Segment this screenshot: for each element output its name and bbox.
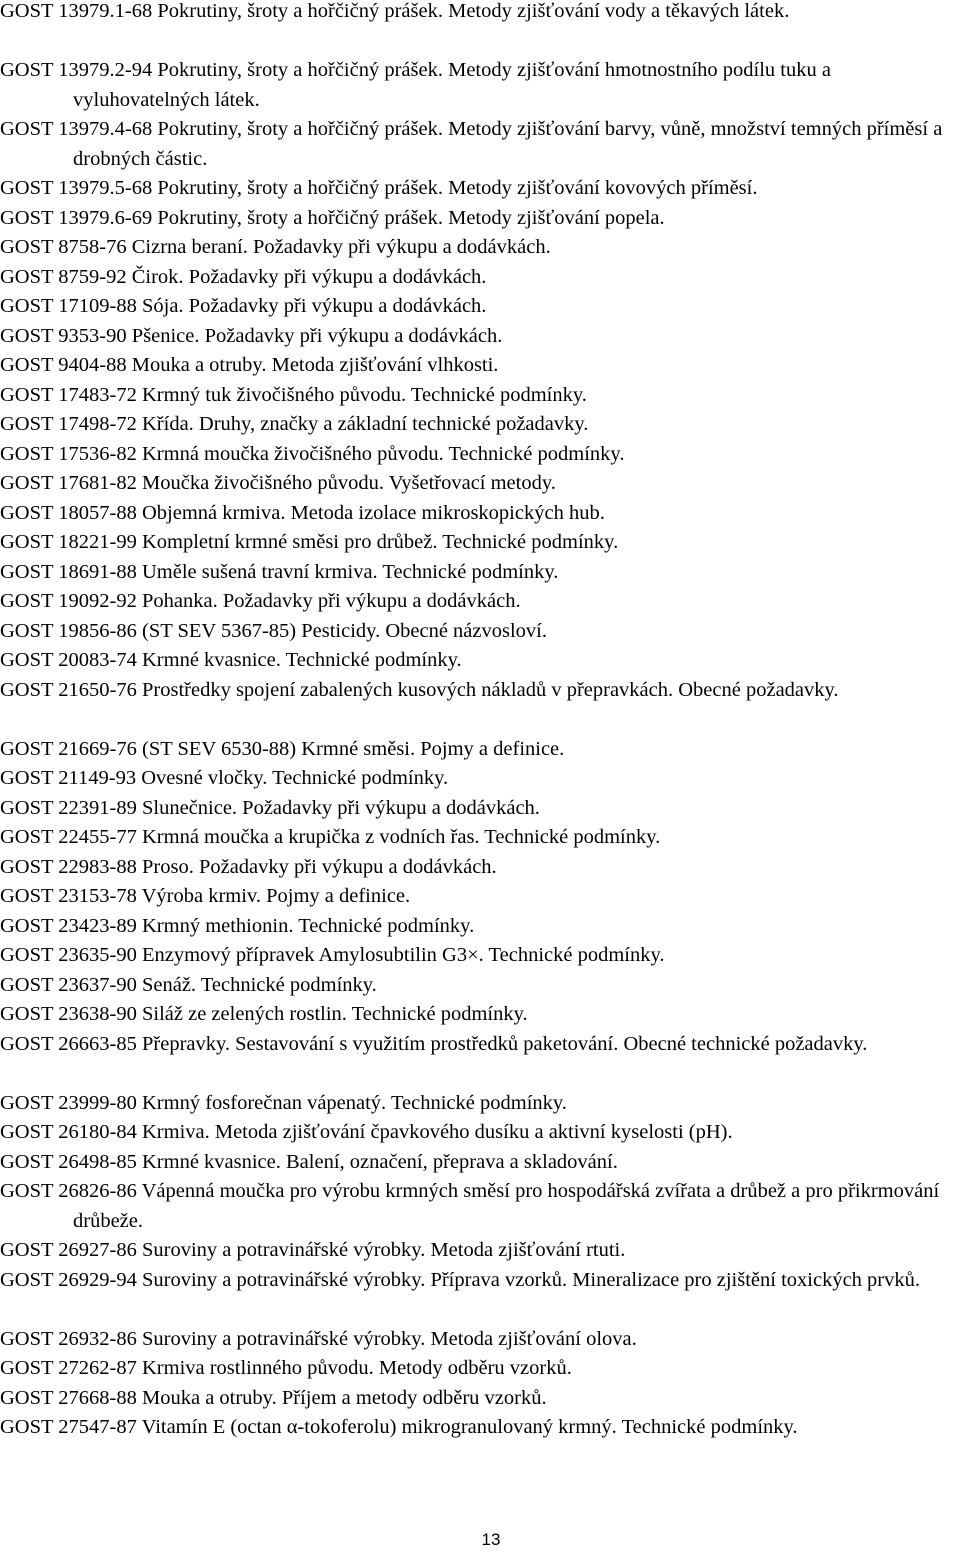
list-item: GOST 9353-90 Pšenice. Požadavky při výkupu a dodávkách. [0, 325, 503, 347]
list-item: GOST 23638-90 Siláž ze zelených rostlin. Technické podmínky. [0, 1003, 528, 1025]
list-item: GOST 27668-88 Mouka a otruby. Příjem a metody odběru vzorků. [0, 1387, 547, 1409]
list-item: GOST 17109-88 Sója. Požadavky při výkupu a dodávkách. [0, 295, 487, 317]
list-item: GOST 21669-76 (ST SEV 6530-88) Krmné směsi. Pojmy a definice. [0, 738, 565, 760]
list-item: GOST 23423-89 Krmný methionin. Technické podmínky. [0, 915, 475, 937]
list-item: GOST 8759-92 Čirok. Požadavky při výkupu a dodávkách. [0, 266, 487, 288]
list-item: GOST 18691-88 Uměle sušená travní krmiva. Technické podmínky. [0, 561, 559, 583]
list-item: GOST 26498-85 Krmné kvasnice. Balení, označení, přeprava a skladování. [0, 1151, 618, 1173]
list-item: GOST 21149-93 Ovesné vločky. Technické podmínky. [0, 767, 449, 789]
list-item: GOST 22983-88 Proso. Požadavky při výkupu a dodávkách. [0, 856, 497, 878]
list-item: GOST 20083-74 Krmné kvasnice. Technické podmínky. [0, 649, 462, 671]
list-item: GOST 22455-77 Krmná moučka a krupička z vodních řas. Technické podmínky. [0, 826, 661, 848]
page-number: 13 [481, 1530, 501, 1549]
list-item: GOST 8758-76 Cizrna beraní. Požadavky při výkupu a dodávkách. [0, 236, 551, 258]
list-item: GOST 17681-82 Moučka živočišného původu. Vyšetřovací metody. [0, 472, 556, 494]
list-item: GOST 23637-90 Senáž. Technické podmínky. [0, 974, 377, 996]
list-item: GOST 26180-84 Krmiva. Metoda zjišťování čpavkového dusíku a aktivní kyselosti (pH). [0, 1121, 733, 1143]
list-item: GOST 13979.6-69 Pokrutiny, šroty a hořčičný prášek. Metody zjišťování popela. [0, 207, 665, 229]
list-item: GOST 26932-86 Suroviny a potravinářské výrobky. Metoda zjišťování olova. [0, 1328, 637, 1350]
list-item: GOST 22391-89 Slunečnice. Požadavky při výkupu a dodávkách. [0, 797, 540, 819]
list-item: GOST 27547-87 Vitamín E (octan α-tokoferolu) mikrogranulovaný krmný. Technické podmínky. [0, 1416, 798, 1438]
list-item: GOST 13979.4-68 Pokrutiny, šroty a hořčičný prášek. Metody zjišťování barvy, vůně, množství temných příměsí a drobných částic. [0, 118, 943, 170]
list-item: GOST 26927-86 Suroviny a potravinářské výrobky. Metoda zjišťování rtuti. [0, 1239, 626, 1261]
list-item: GOST 19856-86 (ST SEV 5367-85) Pesticidy. Obecné názvosloví. [0, 620, 548, 642]
list-item: GOST 13979.5-68 Pokrutiny, šroty a hořčičný prášek. Metody zjišťování kovových příměsí. [0, 177, 758, 199]
list-item: GOST 17483-72 Krmný tuk živočišného původu. Technické podmínky. [0, 384, 587, 406]
list-item: GOST 13979.2-94 Pokrutiny, šroty a hořčičný prášek. Metody zjišťování hmotnostního podílu tuku a vyluhovatelných látek. [0, 59, 831, 111]
list-item: GOST 13979.1-68 Pokrutiny, šroty a hořčičný prášek. Metody zjišťování vody a těkavých látek. [0, 0, 790, 22]
list-item: GOST 17498-72 Křída. Druhy, značky a základní technické požadavky. [0, 413, 589, 435]
list-item: GOST 23153-78 Výroba krmiv. Pojmy a definice. [0, 885, 411, 907]
list-item: GOST 18221-99 Kompletní krmné směsi pro drůbež. Technické podmínky. [0, 531, 619, 553]
list-item: GOST 19092-92 Pohanka. Požadavky při výkupu a dodávkách. [0, 590, 521, 612]
list-item: GOST 21650-76 Prostředky spojení zabalených kusových nákladů v přepravkách. Obecné požadavky. [0, 679, 839, 701]
list-item: GOST 23999-80 Krmný fosforečnan vápenatý. Technické podmínky. [0, 1092, 567, 1114]
list-item: GOST 9404-88 Mouka a otruby. Metoda zjišťování vlhkosti. [0, 354, 499, 376]
list-item: GOST 23635-90 Enzymový přípravek Amylosubtilin G3×. Technické podmínky. [0, 944, 665, 966]
list-item: GOST 18057-88 Objemná krmiva. Metoda izolace mikroskopických hub. [0, 502, 605, 524]
list-item: GOST 26826-86 Vápenná moučka pro výrobu krmných směsí pro hospodářská zvířata a drůbež a pro přikrmování drůbeže. [0, 1180, 940, 1232]
list-item: GOST 26929-94 Suroviny a potravinářské výrobky. Příprava vzorků. Mineralizace pro zjištění toxických prvků. [0, 1269, 921, 1291]
list-item: GOST 27262-87 Krmiva rostlinného původu. Metody odběru vzorků. [0, 1357, 572, 1379]
list-item: GOST 17536-82 Krmná moučka živočišného původu. Technické podmínky. [0, 443, 625, 465]
list-item: GOST 26663-85 Přepravky. Sestavování s využitím prostředků paketování. Obecné technické požadavky. [0, 1033, 868, 1055]
